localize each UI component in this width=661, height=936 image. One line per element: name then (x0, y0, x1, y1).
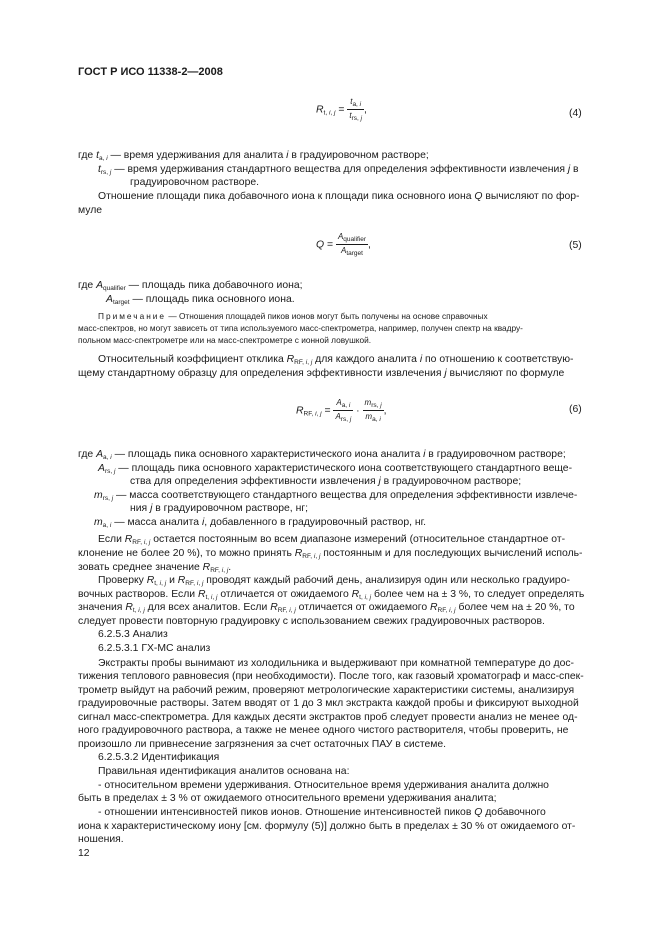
text-line-32: быть в пределах ± 3 % от ожидаемого относительного времени удерживания аналита; (78, 793, 497, 804)
text-line-12: ства для определения эффективности извлечения j в градуировочном растворе; (130, 476, 522, 487)
text-line-11: $A_{rs, j}$ — площадь пика основного характеристического иона соответствующего стандартного веще- (98, 463, 573, 475)
text-line-35: ношения. (78, 834, 124, 845)
text-line-22: следует провести повторную градуировку с использованием свежих градуировочных растворов. (78, 616, 545, 627)
text-line-13: $m_{rs, j}$ — масса соответствующего стандартного вещества для определения эффективности извлече- (94, 490, 578, 502)
text-line-16: Если $R_{RF, i, j}$ остается постоянным во всем диапазоне измерений (относительное стандартное от- (98, 534, 566, 546)
document-header: ГОСТ Р ИСО 11338-2—2008 (78, 66, 223, 78)
text-line-15: $m_{a, i}$ — масса аналита i, добавленного в градуировочный раствор, нг. (94, 517, 427, 529)
text-line-33: - отношении интенсивностей пиков ионов. Отношение интенсивностей пиков Q добавочного (98, 807, 546, 818)
equation-6-number: (6) (569, 404, 582, 415)
equation-6: $R_{RF, i, j}$ = $\frac{A_{a, i}}{A_{rs, j}}$ · $\frac{m_{rs, j}}{m_{a, i}}$ , (296, 398, 387, 423)
text-line-8: Относительный коэффициент отклика $R_{RF, i, j}$ для каждого аналита i по отношению к соответствую- (98, 354, 574, 366)
text-line-25: трометр выйдут на рабочий режим, проверяют метрологические характеристики системы, анализируя (78, 685, 575, 696)
equation-5: Q = $\frac{A_{qualifier}}{A_{target}}$ , (316, 232, 371, 257)
text-line-26: градуировочные растворы. Затем вводят от 1 до 3 мкл экстракта каждой пробы и фиксируют выходной (78, 698, 579, 709)
text-line-23: Экстракты пробы вынимают из холодильника и выдерживают при комнатной температуре до дос- (98, 658, 575, 669)
text-line-27: сигнал масс-спектрометра. Для каждых десяти экстрактов проб следует провести анализ не менее од- (78, 712, 578, 723)
text-line-21: значения $R_{t, i, j}$ для всех аналитов. Если $R_{RF, i, j}$ отличается от ожидаемого $R_{RF, i, j}$ более чем на ± 20 %, то (78, 602, 575, 614)
text-line-10: где $A_{a, i}$ — площадь пика основного характеристического иона аналита i в градуировочном растворе; (78, 449, 566, 461)
text-line-17: клонение не более 20 %), то можно принять $R_{RF, i, j}$ постоянным и для последующих вычислений исполь- (78, 548, 583, 560)
text-line-1: где $t_{a, i}$ — время удерживания для аналита i в градуировочном растворе; (78, 150, 429, 162)
text-line-9: щему стандартному образцу для определения эффективности извлечения j вычисляют по формуле (78, 368, 565, 379)
section-6-2-5-3-2: 6.2.5.3.2 Идентификация (98, 752, 220, 763)
text-line-28: ного градуировочного раствора, а также не менее одного чистого растворителя, чтобы проверить, не (78, 725, 569, 736)
text-line-29: произошло ли привнесение загрязнения за счет остаточных ПАУ в системе. (78, 739, 447, 750)
text-line-30: Правильная идентификация аналитов основана на: (98, 766, 350, 777)
text-line-7: $A_{target}$ — площадь пика основного иона. (106, 294, 295, 306)
text-line-5: муле (78, 205, 103, 216)
note-line-3: польном масс-спектрометре или на масс-спектрометре с ионной ловушкой. (78, 335, 372, 345)
text-line-18: зовать среднее значение $R_{RF, i, j}$. (78, 562, 232, 574)
text-line-19: Проверку $R_{t, i, j}$ и $R_{RF, i, j}$ проводят каждый рабочий день, анализируя один или несколько градуиро- (98, 575, 570, 587)
section-6-2-5-3-1: 6.2.5.3.1 ГХ-МС анализ (98, 643, 211, 654)
text-line-14: ния j в градуировочном растворе, нг; (130, 503, 308, 514)
note-line-1: Примечание — Отношения площадей пиков ионов могут быть получены на основе справочных (98, 311, 488, 321)
section-6-2-5-3: 6.2.5.3 Анализ (98, 629, 168, 640)
equation-4-number: (4) (569, 108, 582, 119)
equation-5-number: (5) (569, 240, 582, 251)
page-number: 12 (78, 848, 90, 859)
text-line-6: где $A_{qualifier}$ — площадь пика добавочного иона; (78, 280, 303, 292)
text-line-3: градуировочном растворе. (130, 177, 260, 188)
text-line-31: - относительном времени удерживания. Относительное время удерживания аналита должно (98, 780, 549, 791)
text-line-34: иона к характеристическому иону [см. формулу (5)] должно быть в пределах ± 30 % от ожидаемого от- (78, 821, 576, 832)
text-line-2: $t_{rs, j}$ — время удерживания стандартного вещества для определения эффективности извлечения j в (98, 164, 579, 176)
text-line-24: тижения теплового равновесия (при необходимости). После того, как газовый хроматограф и масс-спек- (78, 671, 584, 682)
text-line-20: вочных растворов. Если $R_{t, i, j}$ отличается от ожидаемого $R_{t, i, j}$ более чем на ± 3 %, то следует определять (78, 589, 585, 601)
text-line-4: Отношение площади пика добавочного иона к площади пика основного иона Q вычисляют по фор- (98, 191, 580, 202)
equation-4: $R_{t, i, j}$ = $\frac{t_{a, i}}{t_{rs, j}}$ , (316, 97, 367, 122)
note-line-2: масс-спектров, но могут зависеть от типа используемого масс-спектрометра, например, получен спектр на квадру- (78, 323, 523, 333)
